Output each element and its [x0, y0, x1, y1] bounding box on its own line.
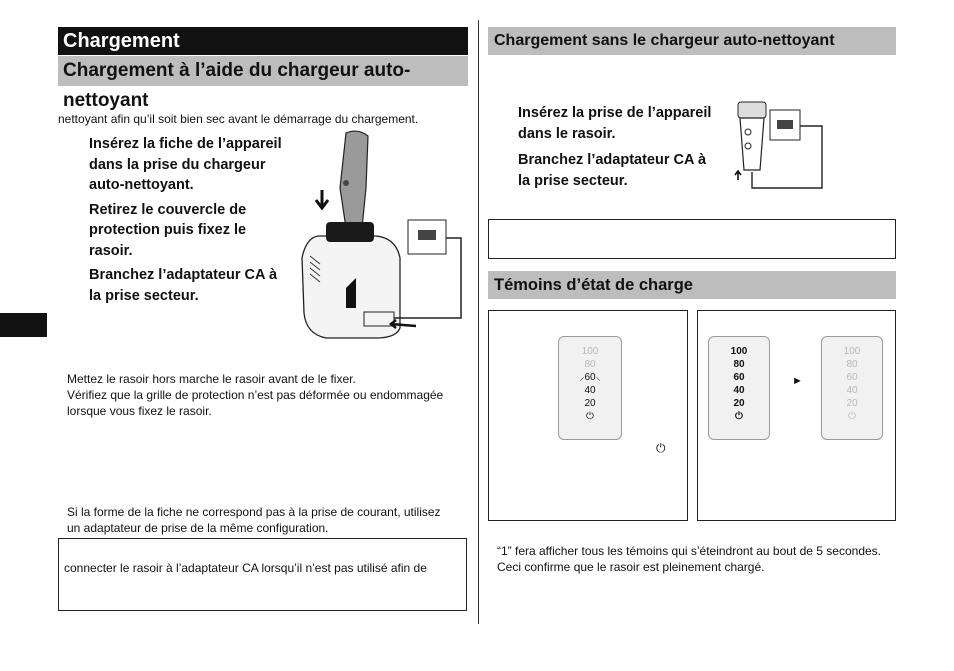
step-line: Retirez le couvercle de [89, 201, 247, 218]
plug-icon: ⏻ [586, 411, 594, 422]
step-line: dans la prise du chargeur [89, 156, 266, 173]
level-20: 20 [584, 398, 596, 409]
step-line: protection puis fixez le [89, 222, 247, 238]
column-divider [478, 20, 479, 624]
indicator-panel-full [708, 336, 770, 440]
arrow-right-icon: ► [792, 375, 803, 387]
level-100: 100 [581, 346, 599, 357]
intro-text: nettoyant afin qu’il soit bien sec avant le démarrage du chargement. [58, 112, 419, 126]
level-60: 60 [584, 372, 596, 383]
level-80: 80 [584, 359, 596, 370]
level-80: 80 [733, 359, 745, 370]
step-line: Branchez l’adaptateur CA à [89, 267, 278, 283]
indicator-box-charging [488, 310, 688, 521]
step-line: Insérez la fiche de l’appareil [89, 136, 282, 152]
page-title: Chargement [58, 27, 468, 55]
footnote-line: “1” fera afficher tous les témoins qui s’éteindront au bout de 5 secondes. [497, 544, 882, 558]
right-steps [518, 103, 728, 191]
level-60: 60 [846, 372, 858, 383]
caution-text: connecter le rasoir à l’adaptateur CA lorsqu’il n’est pas utilisé afin de [64, 561, 427, 575]
level-60-blinking: ⸝60⸜ [579, 372, 601, 383]
side-tab [0, 313, 47, 337]
level-40: 40 [584, 385, 596, 396]
notes-block-1 [67, 371, 472, 419]
step-line: la prise secteur. [89, 287, 199, 304]
note-line: Si la forme de la fiche ne correspond pas à la prise de courant, utilisez [67, 505, 441, 519]
step-line: dans le rasoir. [518, 125, 616, 142]
step-line: Branchez l’adaptateur CA à [518, 152, 707, 168]
charger-illustration [296, 128, 468, 344]
note-line: Mettez le rasoir hors marche le rasoir avant de le fixer. [67, 372, 356, 386]
section-title-without-charger: Chargement sans le chargeur auto-nettoyant [488, 27, 896, 55]
footnote-line: Ceci confirme que le rasoir est pleinement chargé. [497, 560, 765, 574]
level-20: 20 [846, 398, 858, 409]
indicator-footnote [497, 543, 917, 575]
step-line: auto-nettoyant. [89, 177, 194, 193]
plug-icon: ⏻ [656, 441, 666, 455]
step-line: rasoir. [89, 242, 133, 259]
note-line: Vérifiez que la grille de protection n’est pas déformée ou endommagée [67, 388, 444, 402]
notes-block-2 [67, 504, 472, 536]
level-40: 40 [846, 385, 858, 396]
indicator-panel [558, 336, 622, 440]
plug-icon: ⏻ [735, 411, 743, 422]
step-line: la prise secteur. [518, 172, 628, 189]
level-20: 20 [733, 398, 745, 409]
left-steps [89, 134, 309, 306]
level-60: 60 [733, 372, 745, 383]
indicator-panel-off [821, 336, 883, 440]
note-line: lorsque vous fixez le rasoir. [67, 404, 212, 418]
level-100: 100 [730, 346, 748, 357]
level-40: 40 [733, 385, 745, 396]
step-line: Insérez la prise de l’appareil [518, 105, 712, 121]
section-title-self-cleaning: Chargement à l’aide du chargeur auto-nettoyant [58, 56, 468, 86]
indicator-box-full [697, 310, 896, 521]
plug-icon: ⏻ [848, 411, 856, 422]
shaver-illustration [732, 100, 832, 194]
note-line: un adaptateur de prise de la même configuration. [67, 521, 329, 535]
level-80: 80 [846, 359, 858, 370]
info-box [488, 219, 896, 259]
level-100: 100 [843, 346, 861, 357]
caution-box [58, 538, 467, 611]
section-title-indicators: Témoins d’état de charge [488, 271, 896, 299]
